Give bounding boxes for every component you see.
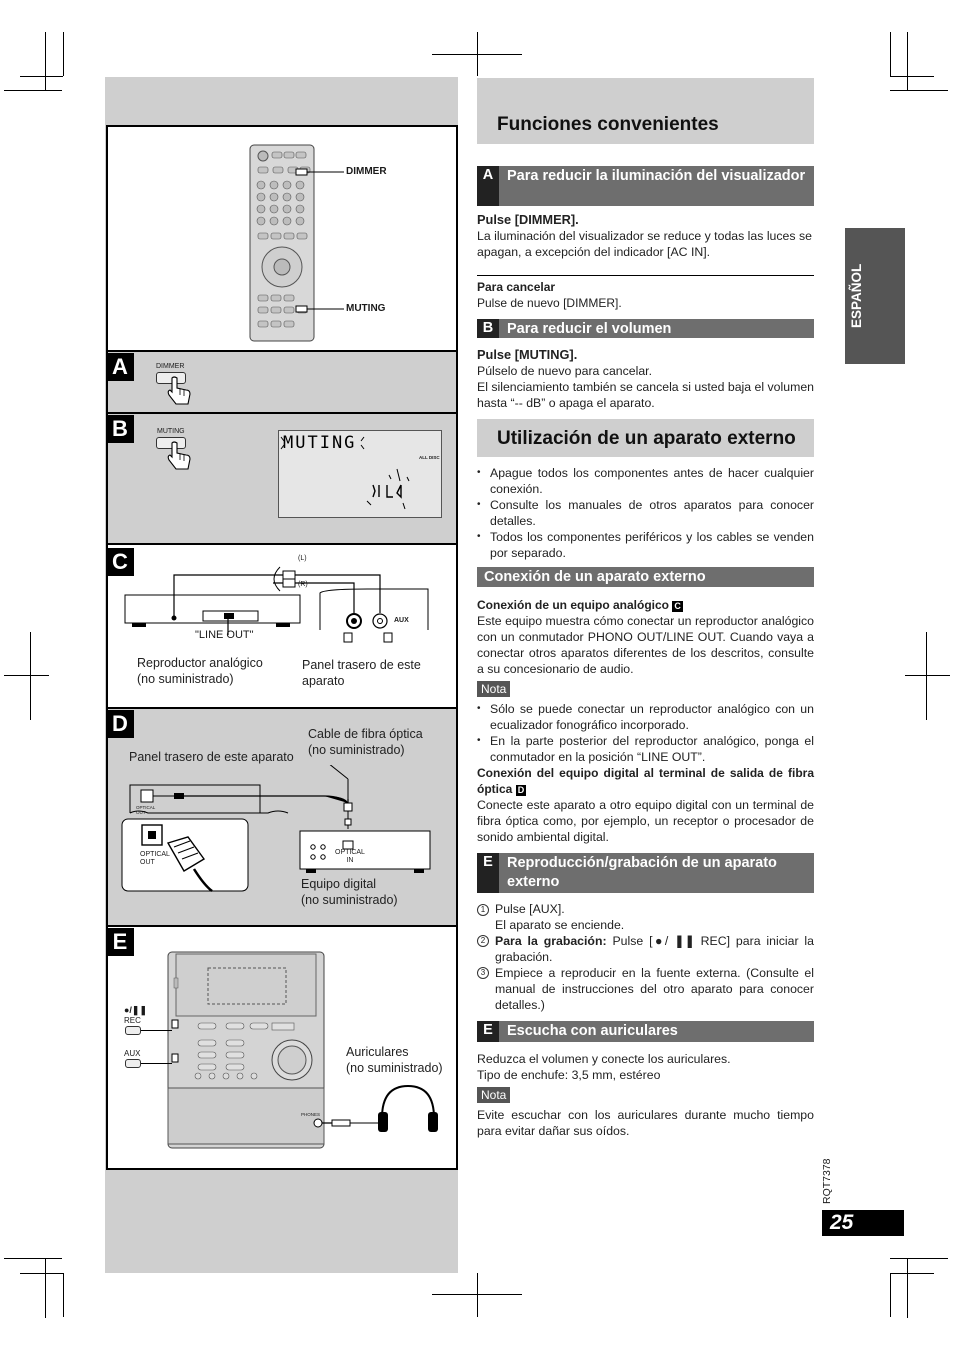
list-item: • Sólo se puede conectar un reproductor analógico con un ecualizador fonográfico incorporado. <box>477 701 814 733</box>
nota-1 <box>477 680 814 698</box>
digital-equipment-caption: Equipo digital (no suministrado) <box>301 877 398 907</box>
dimmer-button-label: DIMMER <box>156 363 185 370</box>
optical-out-small-label: OPTICAL OUT <box>136 805 156 815</box>
display-panel <box>278 430 442 518</box>
step-text: Pulse [AUX]. <box>495 902 565 916</box>
list-item: • Consulte los manuales de otros aparatos para conocer detalles. <box>477 497 814 529</box>
step-text: Pulse [●/ ❚❚ REC] para iniciar la grabación. <box>495 934 814 964</box>
optical-in-label: OPTICAL IN <box>335 849 365 864</box>
muting-instructions <box>477 347 814 411</box>
subsection-title-headphones: Escucha con auriculares <box>507 1023 678 1039</box>
rec-label: REC <box>124 1016 141 1025</box>
blinking-digits-illustration <box>279 431 443 519</box>
subsection-tag-e2: E <box>477 1021 499 1042</box>
language-tab-label: ESPAÑOL <box>849 263 864 328</box>
analog-player-caption: Reproductor analógico (no suministrado) <box>137 656 263 686</box>
subsection-bar-b <box>477 319 814 338</box>
aux-jack-label: AUX <box>394 617 409 624</box>
step-1 <box>477 901 814 917</box>
headphones-icon <box>310 1080 445 1140</box>
digital-connection-text <box>477 765 814 845</box>
figure-letter-e: E <box>106 928 134 956</box>
nota-label: Nota <box>477 1087 510 1103</box>
figure-letter-c: C <box>106 548 134 576</box>
subsection-tag-a: A <box>477 166 499 206</box>
step-3 <box>477 965 814 1013</box>
main-unit-front-illustration <box>160 948 330 1158</box>
page-number: 25 <box>830 1211 854 1234</box>
digital-connection-diagram <box>108 765 456 895</box>
rec-leader-line <box>141 1030 172 1031</box>
aux-label: AUX <box>124 1049 141 1058</box>
muting-line1: Púlselo de nuevo para cancelar. <box>477 364 653 378</box>
figure-letter-b: B <box>106 415 134 443</box>
language-tab <box>845 228 905 364</box>
remote-panel <box>106 125 458 352</box>
step-bold: Para la grabación: <box>495 934 607 948</box>
subsection-bar-connection <box>477 567 814 587</box>
display-muting-text: MUTING <box>283 433 357 453</box>
digital-heading: Conexión del equipo digital al terminal de salida de fibra óptica <box>477 766 814 796</box>
list-item: • Apague todos los componentes antes de hacer cualquier conexión. <box>477 465 814 497</box>
subsection-bar-playback <box>477 853 814 893</box>
subsection-title-a: Para reducir la iluminación del visualizador <box>507 168 806 184</box>
headphones-text <box>477 1051 814 1083</box>
all-disc-indicator: ALL DISC <box>419 455 440 460</box>
pressing-finger-icon <box>166 376 196 408</box>
headphones-caption: Auriculares (no suministrado) <box>346 1045 443 1075</box>
line-out-label: "LINE OUT" <box>195 629 254 641</box>
digital-rear-panel-caption: Panel trasero de este aparato <box>129 750 294 764</box>
dimmer-callout: DIMMER <box>346 166 387 177</box>
analog-body: Este equipo muestra cómo conectar un reproductor analógico con un conmutador PHONO OUT/LINE OUT. Cuando vaya a conectar otros aparatos diferentes de los descritos, consulte a su concesionario de audio. <box>477 614 814 676</box>
section-title-bar <box>477 78 814 144</box>
cancel-body: Pulse de nuevo [DIMMER]. <box>477 296 622 310</box>
muting-line2: El silenciamiento también se cancela si usted baja el volumen hasta “-- dB” o apaga el aparato. <box>477 380 814 410</box>
nota-2 <box>477 1086 814 1104</box>
subsection-tag-e: E <box>477 853 499 893</box>
subsection-bar-headphones <box>477 1021 814 1042</box>
nota-list-1 <box>477 701 814 765</box>
aux-button <box>125 1059 141 1068</box>
cancel-dimmer <box>477 279 814 311</box>
subsection-title-connection: Conexión de un aparato externo <box>484 569 706 585</box>
headphones-warning: Evite escuchar con los auriculares durante mucho tiempo para evitar dañar sus oídos. <box>477 1108 814 1138</box>
muting-button-label: MUTING <box>157 428 185 435</box>
dimmer-body: La iluminación del visualizador se reduce y todas las luces se apagan, a excepción del indicador [AC IN]. <box>477 229 812 259</box>
subsection-title-playback: Reproducción/grabación de un aparato externo <box>507 855 777 890</box>
headphones-line1: Reduzca el volumen y conecte los auriculares. <box>477 1052 731 1066</box>
playback-steps <box>477 901 814 1013</box>
rec-pause-symbol: ●/❚❚ <box>124 1005 148 1015</box>
rear-panel-caption: Panel trasero de este aparato <box>302 658 421 688</box>
nota-label: Nota <box>477 681 510 697</box>
analog-connection-diagram <box>108 545 456 645</box>
list-item: • Todos los componentes periféricos y los cables se venden por separado. <box>477 529 814 561</box>
cancel-heading: Para cancelar <box>477 280 556 294</box>
precaution-list <box>477 465 814 561</box>
optical-out-label: OPTICAL OUT <box>140 851 170 866</box>
section-title-funciones: Funciones convenientes <box>497 114 719 135</box>
muting-instruction: Pulse [MUTING]. <box>477 347 578 362</box>
right-channel-label: (R) <box>298 581 308 588</box>
subsection-title-b: Para reducir el volumen <box>507 321 672 337</box>
step-text: Empiece a reproducir en la fuente externa. (Consulte el manual de instrucciones del otro aparato para conocer detalles.) <box>495 966 814 1012</box>
analog-connection-text <box>477 597 814 677</box>
figure-ref-c: C <box>674 601 681 611</box>
step-number: 3 <box>477 967 489 979</box>
optical-cable-caption: Cable de fibra óptica (no suministrado) <box>308 727 423 757</box>
step-number: 2 <box>477 935 489 947</box>
step-2 <box>477 933 814 965</box>
section-title-bar-2 <box>477 419 814 457</box>
rec-button <box>125 1026 141 1035</box>
step-subtext: El aparato se enciende. <box>495 918 625 932</box>
muting-callout: MUTING <box>346 303 386 314</box>
figure-ref-d: D <box>517 785 525 795</box>
analog-heading: Conexión de un equipo analógico <box>477 598 670 612</box>
section-title-externo: Utilización de un aparato externo <box>497 428 796 449</box>
dimmer-instructions <box>477 212 814 260</box>
page-number-box <box>822 1210 904 1236</box>
pressing-finger-icon <box>166 441 196 473</box>
aux-leader-line <box>141 1063 172 1064</box>
step-number: 1 <box>477 904 489 916</box>
divider <box>477 275 814 276</box>
document-code: RQT7378 <box>821 1158 833 1204</box>
subsection-bar-a <box>477 166 814 206</box>
left-channel-label: (L) <box>298 555 307 562</box>
figure-letter-d: D <box>106 710 134 738</box>
subsection-tag-b: B <box>477 319 499 338</box>
dimmer-instruction: Pulse [DIMMER]. <box>477 212 579 227</box>
list-item: • En la parte posterior del reproductor analógico, ponga el conmutador en la posición “LINE OUT”. <box>477 733 814 765</box>
figure-letter-a: A <box>106 353 134 381</box>
phones-jack-label: PHONES <box>301 1112 321 1117</box>
remote-control-illustration <box>108 127 456 352</box>
headphones-line2: Tipo de enchufe: 3,5 mm, estéreo <box>477 1068 661 1082</box>
digital-body: Conecte este aparato a otro equipo digital con un terminal de fibra óptica como, por ejemplo, un receptor o procesador de sonido ambiental digital. <box>477 798 814 844</box>
